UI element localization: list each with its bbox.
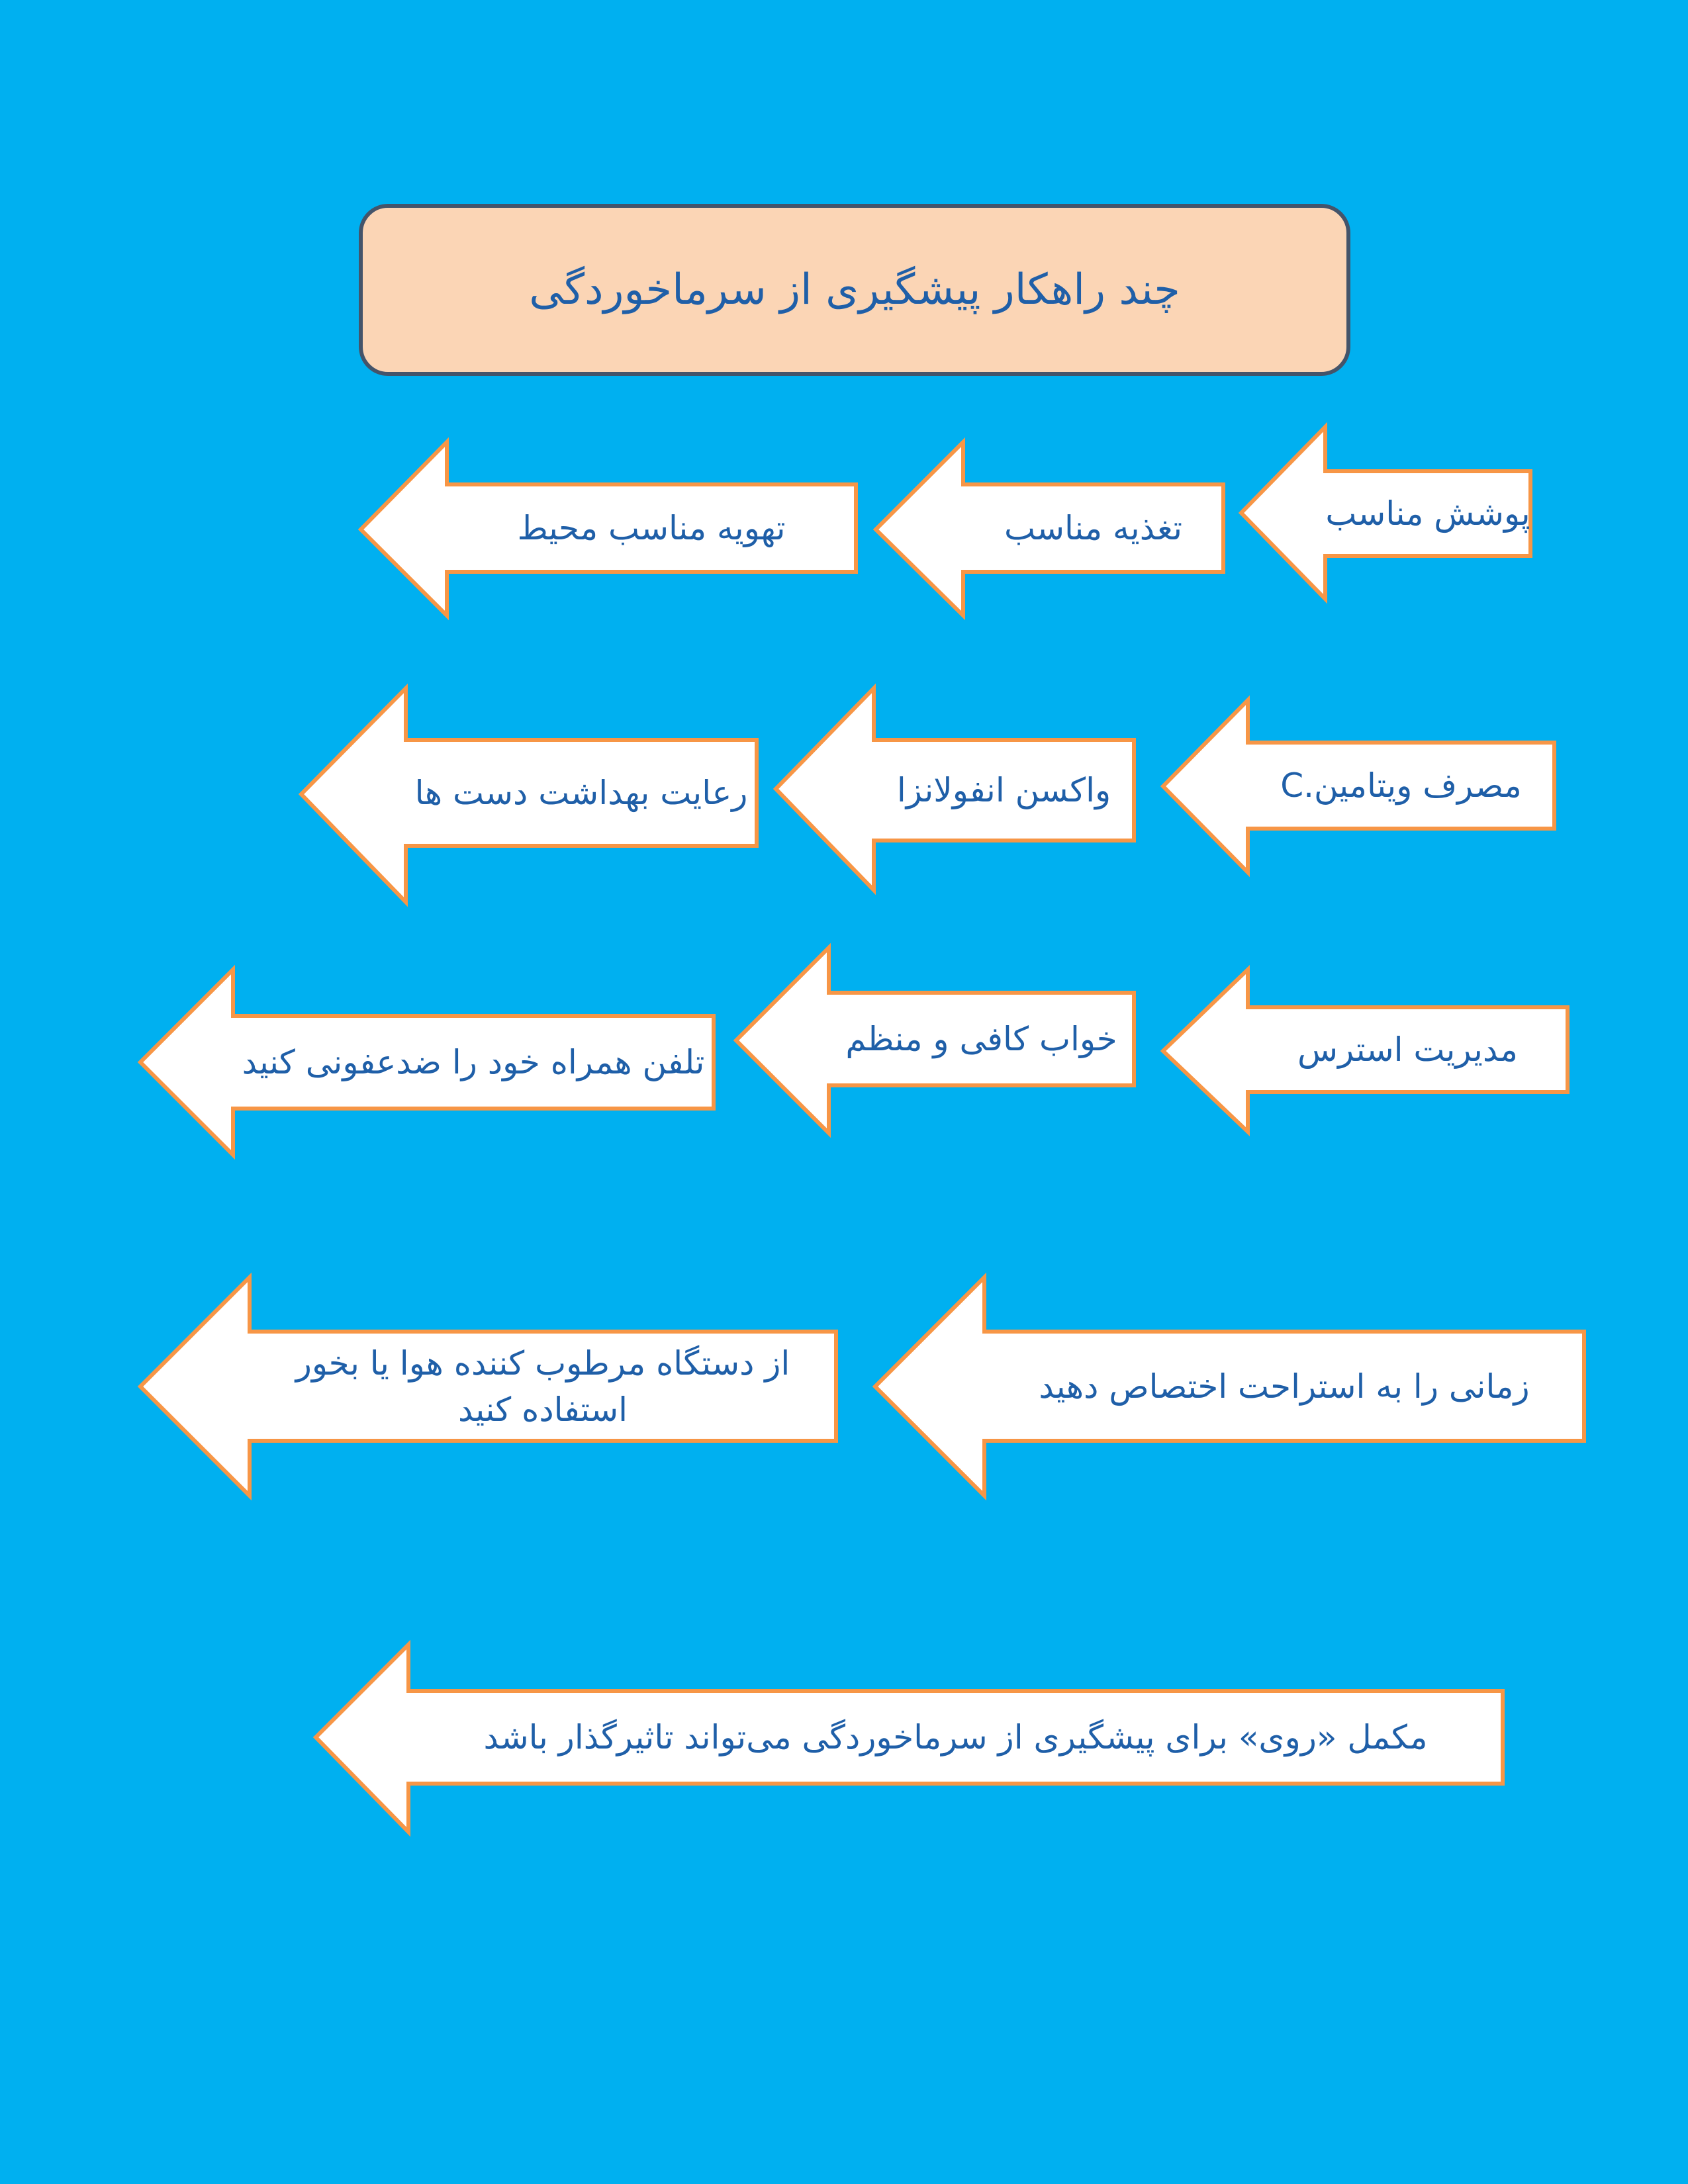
arrow-label-hand-hygiene: رعایت بهداشت دست ها: [414, 774, 748, 812]
arrow-label-flu-vaccine: واکسن انفولانزا: [896, 771, 1111, 809]
arrow-label-phone: تلفن همراه خود را ضدعفونی کنید: [242, 1043, 705, 1081]
arrow-label-ventilation: تهویه مناسب محیط: [517, 509, 786, 547]
diagram-title: چند راهکار پیشگیری از سرماخوردگی: [359, 204, 1350, 376]
arrow-label-rest: زمانی را به استراحت اختصاص دهید: [1039, 1367, 1530, 1406]
arrow-label-sleep: خواب کافی و منظم: [845, 1020, 1117, 1058]
arrow-label-humidifier: از دستگاه مرطوب کننده هوا یا بخور استفاده کنید: [295, 1343, 790, 1429]
arrow-label-zinc: مکمل «روی» برای پیشگیری از سرماخوردگی می‌تواند تاثیرگذار باشد: [483, 1718, 1428, 1756]
arrow-label-clothing: پوشش مناسب: [1325, 494, 1530, 533]
arrow-label-vitamin-c: مصرف ویتامین.C: [1280, 766, 1522, 805]
arrow-label-stress: مدیریت استرس: [1297, 1030, 1518, 1069]
arrow-label-nutrition: تغذیه مناسب: [1004, 509, 1182, 547]
